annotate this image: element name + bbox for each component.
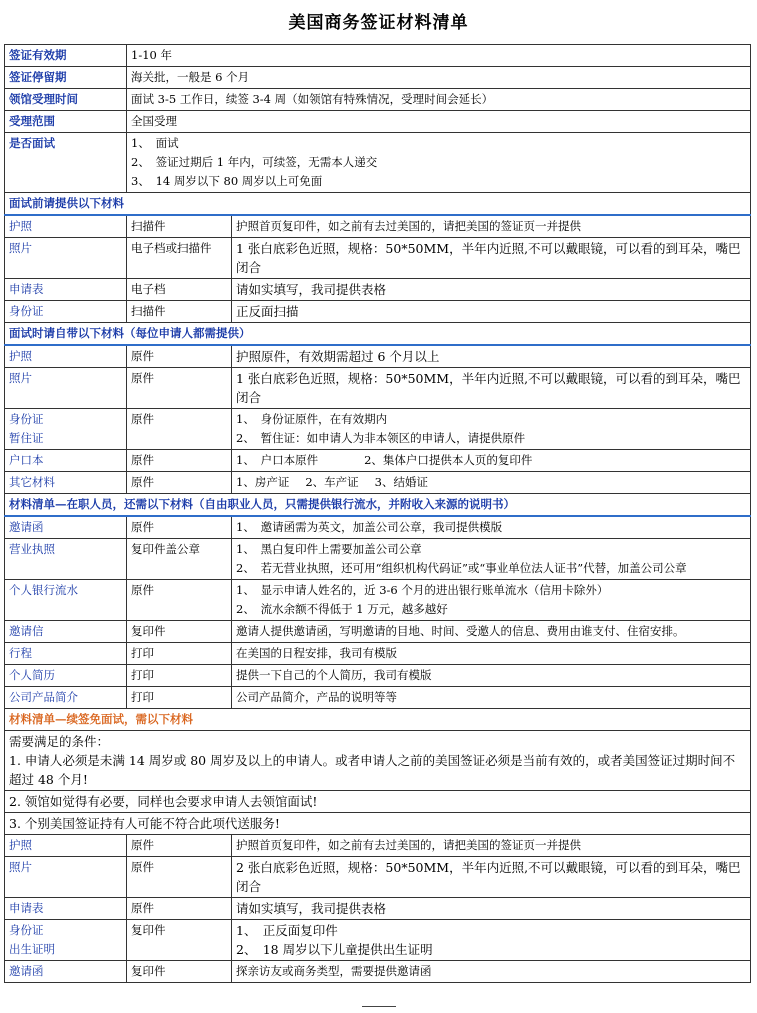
row-type: 电子档或扫描件 (127, 238, 232, 279)
row-value: 面试 3-5 工作日，续签 3-4 周（如领馆有特殊情况，受理时间会延长） (127, 89, 751, 111)
row-desc: 1 张白底彩色近照，规格：50*50MM，半年内近照,不可以戴眼镜，可以看的到耳朵，嘴巴闭合 (232, 238, 751, 279)
row-label-line: 身份证 (9, 412, 44, 426)
table-row (5, 67, 751, 89)
row-type: 复印件 (127, 621, 232, 643)
visa-material-table (4, 44, 751, 983)
desc-line: 1、 身份证原件，在有效期内 (236, 412, 388, 426)
row-label (5, 409, 127, 450)
section-header (5, 323, 751, 346)
table-row (5, 345, 751, 368)
table-row (5, 665, 751, 687)
row-type: 原件 (127, 368, 232, 409)
section-header (5, 494, 751, 517)
table-row (5, 45, 751, 67)
table-row (5, 857, 751, 898)
table-row (5, 133, 751, 193)
row-label-line: 出生证明 (9, 942, 55, 956)
condition-item: 3. 个别美国签证持有人可能不符合此项代送服务! (5, 813, 751, 835)
row-type: 原件 (127, 857, 232, 898)
table-row (5, 368, 751, 409)
desc-line: 2、 暂住证：如申请人为非本领区的申请人，请提供原件 (236, 431, 526, 445)
row-desc: 护照原件，有效期需超过 6 个月以上 (232, 345, 751, 368)
conditions-row (5, 791, 751, 813)
interview-line: 3、 14 周岁以下 80 周岁以上可免面 (131, 174, 323, 188)
row-desc: 2 张白底彩色近照，规格：50*50MM，半年内近照,不可以戴眼镜，可以看的到耳朵，嘴巴闭合 (232, 857, 751, 898)
row-label: 照片 (5, 238, 127, 279)
row-value: 全国受理 (127, 111, 751, 133)
section-header (5, 709, 751, 731)
page-title: 美国商务签证材料清单 (288, 13, 469, 33)
row-label: 申请表 (5, 898, 127, 920)
row-type: 原件 (127, 580, 232, 621)
desc-line: 1、 显示申请人姓名的，近 3-6 个月的进出银行账单流水（信用卡除外） (236, 583, 609, 597)
table-row (5, 687, 751, 709)
row-label: 行程 (5, 643, 127, 665)
table-row (5, 580, 751, 621)
row-label-line: 身份证 (9, 923, 44, 937)
section-title: 材料清单—续签免面试，需以下材料 (5, 709, 751, 731)
row-type: 复印件盖公章 (127, 539, 232, 580)
row-type: 复印件 (127, 961, 232, 983)
desc-line: 1、 黑白复印件上需要加盖公司公章 (236, 542, 422, 556)
row-desc (232, 920, 751, 961)
condition-item: 2. 领馆如觉得有必要，同样也会要求申请人去领馆面试! (5, 791, 751, 813)
desc-line: 2、 流水余额不得低于 1 万元，越多越好 (236, 602, 448, 616)
row-label: 个人简历 (5, 665, 127, 687)
row-label-line: 暂住证 (9, 431, 44, 445)
row-label (5, 920, 127, 961)
row-label: 个人银行流水 (5, 580, 127, 621)
condition-item: 1. 申请人必须是未满 14 周岁或 80 周岁及以上的申请人。或者申请人之前的美国签证必须是当前有效的，或者美国签证过期时间不超过 48 个月! (9, 753, 736, 787)
row-label: 签证停留期 (5, 67, 127, 89)
row-label: 照片 (5, 368, 127, 409)
conditions-row (5, 813, 751, 835)
table-row (5, 279, 751, 301)
row-label: 护照 (5, 215, 127, 238)
row-desc: 邀请人提供邀请函，写明邀请的目地、时间、受邀人的信息、费用由谁支付、住宿安排。 (232, 621, 751, 643)
row-desc (232, 409, 751, 450)
row-desc: 在美国的日程安排，我司有模版 (232, 643, 751, 665)
table-row (5, 472, 751, 494)
desc-line: 2、 18 周岁以下儿童提供出生证明 (236, 942, 433, 957)
row-desc (232, 450, 751, 472)
row-label: 邀请信 (5, 621, 127, 643)
row-label: 申请表 (5, 279, 127, 301)
row-type: 打印 (127, 687, 232, 709)
table-row (5, 238, 751, 279)
table-row (5, 898, 751, 920)
conditions (5, 731, 751, 791)
conditions-row (5, 731, 751, 791)
desc-line: 1、 正反面复印件 (236, 923, 338, 938)
row-type: 扫描件 (127, 215, 232, 238)
row-label: 护照 (5, 345, 127, 368)
table-row (5, 643, 751, 665)
row-desc (232, 539, 751, 580)
row-value: 海关批，一般是 6 个月 (127, 67, 751, 89)
row-label: 签证有效期 (5, 45, 127, 67)
row-type: 打印 (127, 665, 232, 687)
section-title: 面试时请自带以下材料（每位申请人都需提供） (5, 323, 751, 346)
table-row (5, 920, 751, 961)
row-desc: 正反面扫描 (232, 301, 751, 323)
row-label: 照片 (5, 857, 127, 898)
row-value (127, 133, 751, 193)
row-type: 原件 (127, 835, 232, 857)
row-label: 身份证 (5, 301, 127, 323)
row-label: 邀请函 (5, 961, 127, 983)
table-row (5, 961, 751, 983)
row-label: 护照 (5, 835, 127, 857)
row-type: 复印件 (127, 920, 232, 961)
row-desc: 公司产品简介，产品的说明等等 (232, 687, 751, 709)
row-desc: 请如实填写，我司提供表格 (232, 898, 751, 920)
row-type: 原件 (127, 472, 232, 494)
row-value: 1-10 年 (127, 45, 751, 67)
conditions-title: 需要满足的条件： (9, 734, 110, 749)
row-type: 原件 (127, 450, 232, 472)
row-desc: 护照首页复印件，如之前有去过美国的，请把美国的签证页一并提供 (232, 835, 751, 857)
interview-line: 2、 签证过期后 1 年内，可续签，无需本人递交 (131, 155, 378, 169)
desc-part: 3、结婚证 (374, 475, 428, 489)
row-type: 原件 (127, 409, 232, 450)
table-row (5, 301, 751, 323)
row-type: 原件 (127, 516, 232, 539)
table-row (5, 516, 751, 539)
table-row (5, 215, 751, 238)
row-type: 原件 (127, 345, 232, 368)
row-desc (232, 580, 751, 621)
section-title: 材料清单—在职人员，还需以下材料（自由职业人员，只需提供银行流水，并附收入来源的说明书） (5, 494, 751, 517)
row-desc: 探亲访友或商务类型，需要提供邀请函 (232, 961, 751, 983)
row-label: 领馆受理时间 (5, 89, 127, 111)
row-desc (232, 472, 751, 494)
row-desc: 1 张白底彩色近照，规格：50*50MM，半年内近照,不可以戴眼镜，可以看的到耳朵，嘴巴闭合 (232, 368, 751, 409)
desc-part: 1、 户口本原件 (236, 453, 319, 467)
desc-part: 1、房产证 (236, 475, 290, 489)
row-desc: 提供一下自己的个人简历，我司有模版 (232, 665, 751, 687)
desc-part: 2、集体户口提供本人页的复印件 (364, 453, 533, 467)
row-desc: 请如实填写，我司提供表格 (232, 279, 751, 301)
section-header (5, 193, 751, 216)
row-type: 扫描件 (127, 301, 232, 323)
table-row (5, 450, 751, 472)
row-type: 电子档 (127, 279, 232, 301)
section-title: 面试前请提供以下材料 (5, 193, 751, 216)
row-desc: 护照首页复印件，如之前有去过美国的，请把美国的签证页一并提供 (232, 215, 751, 238)
desc-line: 2、 若无营业执照，还可用“组织机构代码证”或“事业单位法人证书”代替，加盖公司公章 (236, 561, 687, 575)
row-desc: 1、 邀请函需为英文，加盖公司公章，我司提供模版 (232, 516, 751, 539)
row-label: 公司产品简介 (5, 687, 127, 709)
row-type: 原件 (127, 898, 232, 920)
desc-part: 2、车产证 (305, 475, 359, 489)
row-type: 打印 (127, 643, 232, 665)
table-row (5, 539, 751, 580)
table-row (5, 409, 751, 450)
table-row (5, 835, 751, 857)
row-label: 其它材料 (5, 472, 127, 494)
table-row (5, 89, 751, 111)
row-label: 是否面试 (5, 133, 127, 193)
row-label: 营业执照 (5, 539, 127, 580)
row-label: 邀请函 (5, 516, 127, 539)
row-label: 户口本 (5, 450, 127, 472)
table-row (5, 621, 751, 643)
row-label: 受理范围 (5, 111, 127, 133)
interview-line: 1、 面试 (131, 136, 179, 150)
table-row (5, 111, 751, 133)
page-bottom-mark (362, 1006, 396, 1007)
